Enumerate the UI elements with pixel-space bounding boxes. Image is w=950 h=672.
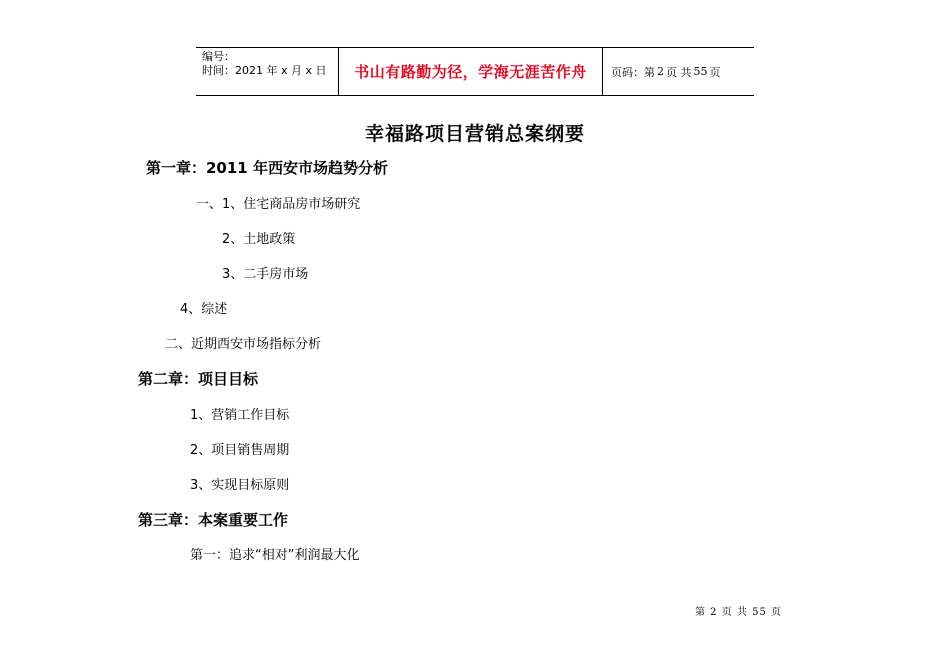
outline-item: 3、实现目标原则 (190, 478, 290, 493)
outline-chapter-2: 第二章：项目目标 (138, 370, 259, 388)
header-motto-cell (339, 48, 603, 95)
header-page-cell (603, 48, 754, 95)
page-suffix: 页 (709, 65, 721, 79)
motto-text: 书山有路勤为径，学海无涯苦作舟 (354, 63, 587, 81)
page-current: 2 (657, 65, 664, 78)
outline-item: 第一：追求“相对”利润最大化 (190, 548, 360, 563)
outline-chapter-1: 第一章：2011 年西安市场趋势分析 (146, 159, 388, 177)
time-label: 时间：2021 年 x 月 x 日 (202, 64, 327, 77)
outline-item: 2、土地政策 (222, 232, 296, 247)
number-label: 编号： (202, 50, 235, 63)
document-header (196, 47, 754, 96)
document-title: 幸福路项目营销总案纲要 (364, 123, 585, 145)
outline-item: 4、综述 (180, 302, 228, 317)
outline-item: 一、1、住宅商品房市场研究 (196, 197, 361, 212)
outline-chapter-3: 第三章：本案重要工作 (138, 511, 289, 529)
outline-item: 1、营销工作目标 (190, 408, 290, 423)
page-prefix: 页码：第 (611, 65, 655, 79)
outline-item: 2、项目销售周期 (190, 443, 290, 458)
header-meta-cell (196, 48, 339, 95)
outline-item: 3、二手房市场 (222, 267, 309, 282)
page-total: 55 (693, 65, 708, 78)
outline-item: 二、近期西安市场指标分析 (165, 337, 322, 352)
page-footer: 第 2 页 共 55 页 (695, 607, 782, 618)
page-middle: 页 共 (666, 65, 692, 79)
